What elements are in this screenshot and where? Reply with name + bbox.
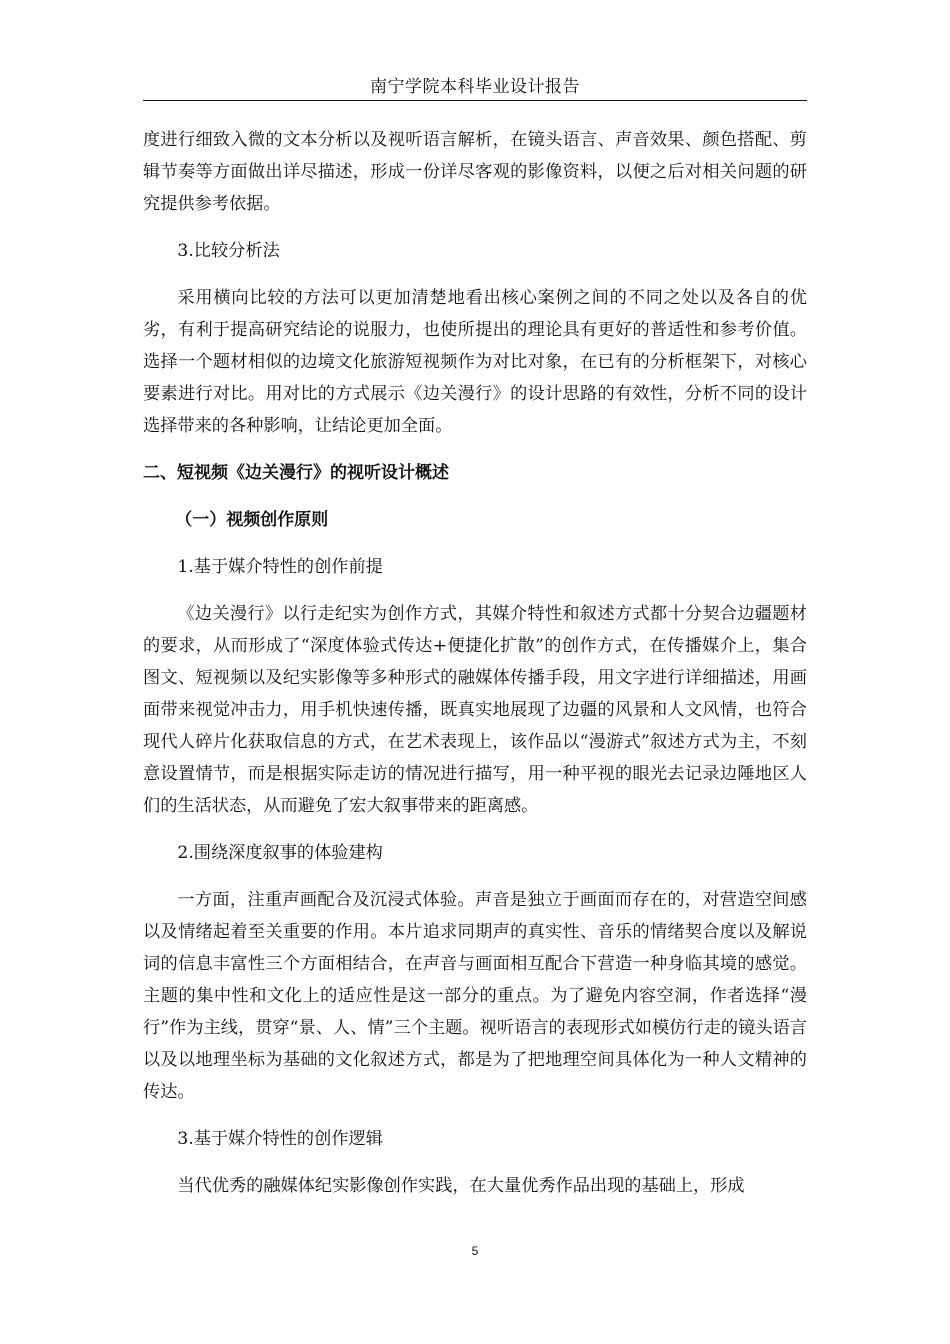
- item1-paragraph: 《边关漫行》以行走纪实为创作方式，其媒介特性和叙述方式都十分契合边疆题材的要求，从而形成了“深度体验式传达+便捷化扩散”的创作方式，在传播媒介上，集合图文、短视频以及纪实影像等多种形式的融媒体传播手段，用文字进行详细描述，用画面带来视觉冲击力，用手机快速传播，既真实地展现了边疆的风景和人文风情，也符合现代人碎片化获取信息的方式，在艺术表现上，该作品以“漫游式”叙述方式为主，不刻意设置情节，而是根据实际走访的情况进行描写，用一种平视的眼光去记录边陲地区人们的生活状态，从而避免了宏大叙事带来的距离感。: [143, 604, 807, 816]
- subsection1-heading: （一）视频创作原则: [175, 510, 329, 530]
- method3-heading: 3.比较分析法: [177, 241, 280, 261]
- document-body: [143, 124, 807, 1202]
- paragraph-intro: 度进行细致入微的文本分析以及视听语言解析，在镜头语言、声音效果、颜色搭配、剪辑节奏等方面做出详尽描述，形成一份详尽客观的影像资料，以便之后对相关问题的研究提供参考依据。: [143, 130, 807, 214]
- item2-heading: 2.围绕深度叙事的体验建构: [177, 843, 383, 863]
- item3-heading: 3.基于媒介特性的创作逻辑: [177, 1129, 383, 1149]
- method3-paragraph: 采用横向比较的方法可以更加清楚地看出核心案例之间的不同之处以及各自的优劣，有利于提高研究结论的说服力，也使所提出的理论具有更好的普适性和参考价值。选择一个题材相似的边境文化旅游短视频作为对比对象，在已有的分析框架下，对核心要素进行对比。用对比的方式展示《边关漫行》的设计思路的有效性，分析不同的设计选择带来的各种影响，让结论更加全面。: [143, 288, 807, 436]
- page-number: 5: [471, 1244, 479, 1258]
- running-header: 南宁学院本科毕业设计报告: [370, 77, 580, 97]
- item3-paragraph: 当代优秀的融媒体纪实影像创作实践，在大量优秀作品出现的基础上，形成: [177, 1176, 745, 1196]
- section2-heading: 二、短视频《边关漫行》的视听设计概述: [143, 463, 449, 483]
- item2-paragraph: 一方面，注重声画配合及沉浸式体验。声音是独立于画面而存在的，对营造空间感以及情绪起着至关重要的作用。本片追求同期声的真实性、音乐的情绪契合度以及解说词的信息丰富性三个方面相结合，在声音与画面相互配合下营造一种身临其境的感觉。主题的集中性和文化上的适应性是这一部分的重点。为了避免内容空洞，作者选择“漫行”作为主线，贯穿“景、人、情”三个主题。视听语言的表现形式如模仿行走的镜头语言以及以地理坐标为基础的文化叙述方式，都是为了把地理空间具体化为一种人文精神的传达。: [143, 890, 807, 1102]
- item1-heading: 1.基于媒介特性的创作前提: [177, 557, 383, 577]
- header-divider: [143, 100, 807, 101]
